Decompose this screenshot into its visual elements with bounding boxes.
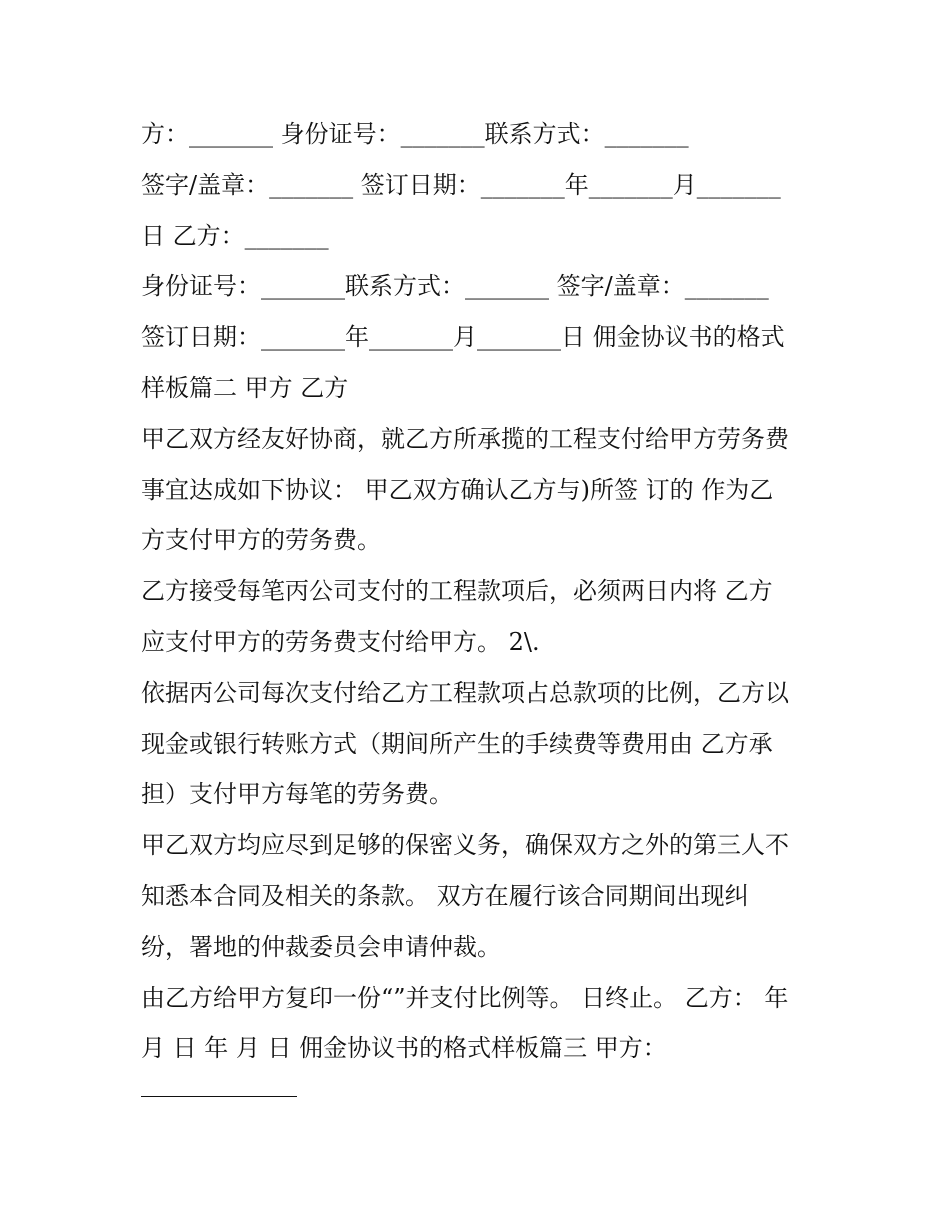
text-line-1: 方：_______ 身份证号：_______联系方式：_______ — [141, 120, 689, 148]
text-line-11: 应支付甲方的劳务费支付给甲方。 2\. — [141, 627, 540, 656]
text-line-2: 签字/盖章：_______ 签订日期：_______年_______月_______ — [141, 170, 781, 199]
text-line-6: 样板篇二 甲方 乙方 — [141, 373, 349, 402]
text-line-3: 日 乙方：_______ — [141, 221, 329, 250]
text-line-18: 由乙方给甲方复印一份“”并支付比例等。 日终止。 乙方： 年 — [141, 983, 789, 1012]
text-line-7: 甲乙双方经友好协商，就乙方所承揽的工程支付给甲方劳务费 — [141, 424, 789, 453]
text-line-19: 月 日 年 月 日 佣金协议书的格式样板篇三 甲方： — [141, 1034, 667, 1063]
document-body — [141, 109, 821, 1074]
text-line-16: 知悉本合同及相关的条款。 双方在履行该合同期间出现纠 — [141, 881, 749, 910]
text-line-8: 事宜达成如下协议： 甲乙双方确认乙方与)所签 订的 作为乙 — [141, 475, 774, 504]
text-line-13: 现金或银行转账方式（期间所产生的手续费等费用由 乙方承 — [141, 729, 773, 758]
text-line-9: 方支付甲方的劳务费。 — [141, 526, 381, 555]
text-line-10: 乙方接受每笔丙公司支付的工程款项后，必须两日内将 乙方 — [141, 577, 773, 606]
text-line-12: 依据丙公司每次支付给乙方工程款项占总款项的比例，乙方以 — [141, 678, 789, 707]
text-line-15: 甲乙双方均应尽到足够的保密义务，确保双方之外的第三人不 — [141, 831, 789, 860]
signature-blank-line — [141, 1096, 297, 1097]
text-line-17: 纷，署地的仲裁委员会申请仲裁。 — [141, 932, 501, 961]
text-line-14: 担）支付甲方每笔的劳务费。 — [141, 780, 453, 809]
text-line-4: 身份证号：_______联系方式：_______ 签字/盖章：_______ — [141, 272, 769, 301]
text-line-5: 签订日期：_______年_______月_______日 佣金协议书的格式 — [141, 323, 785, 352]
